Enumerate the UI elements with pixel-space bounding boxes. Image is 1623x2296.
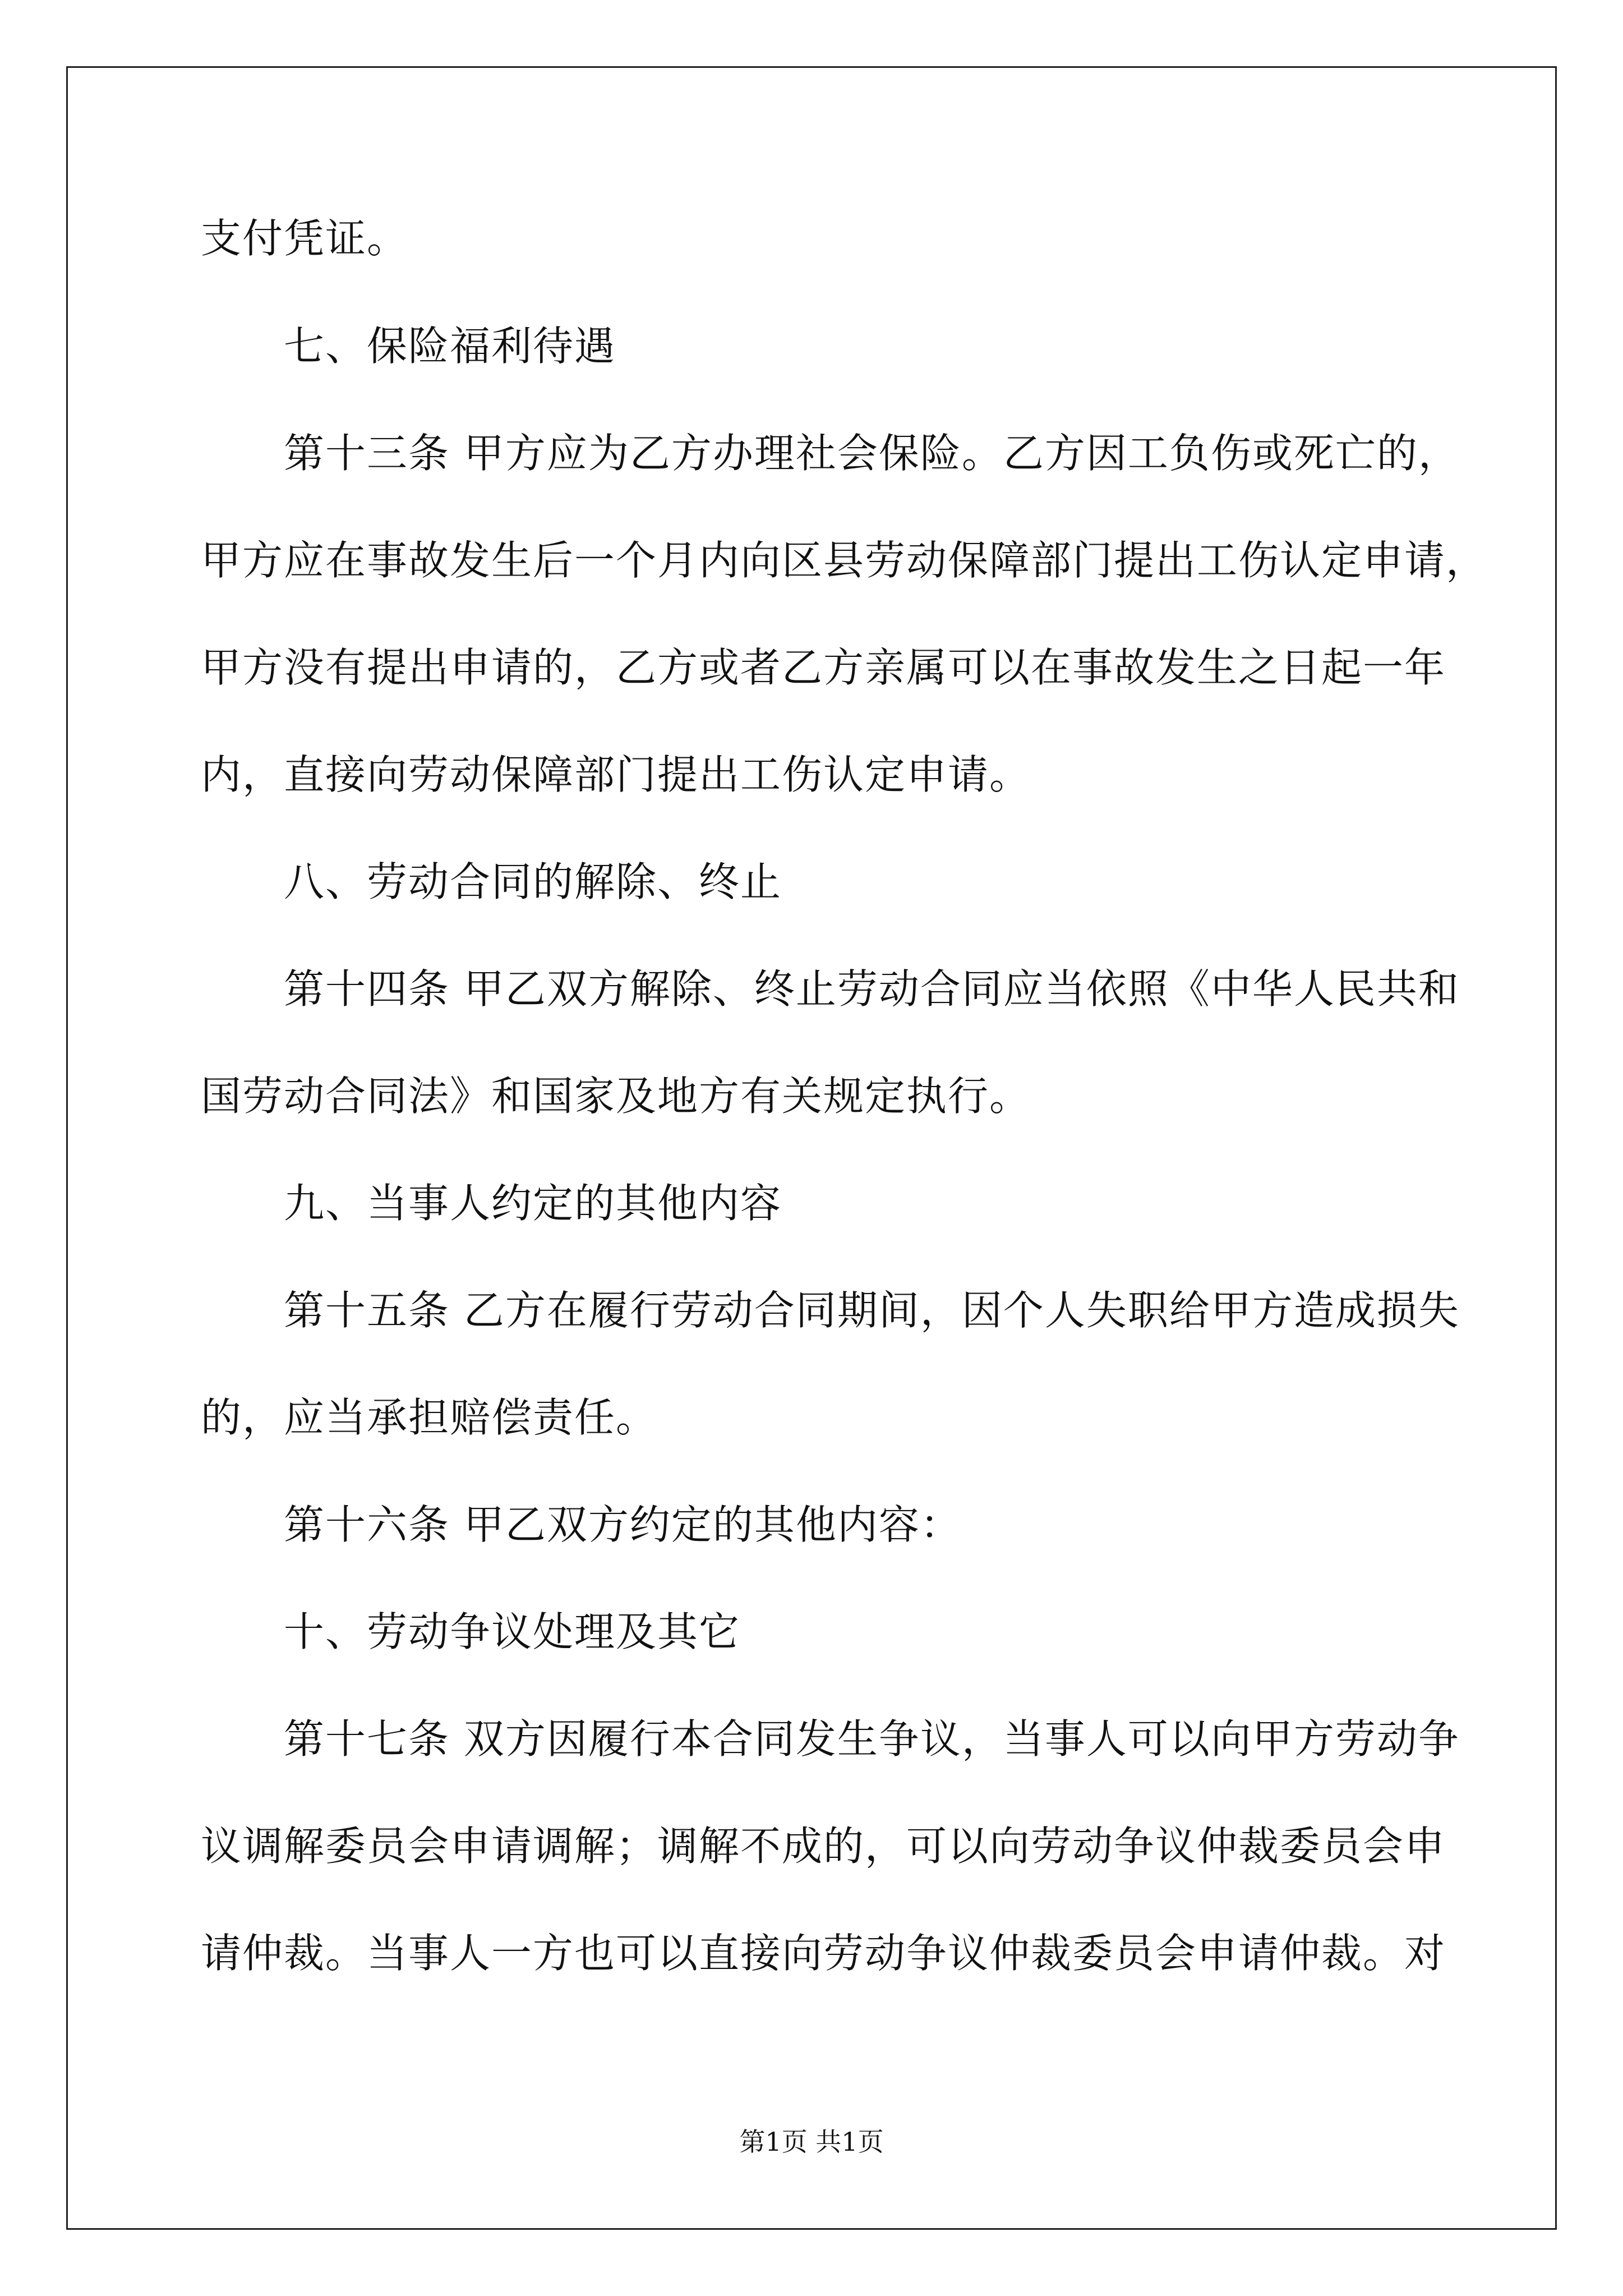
text-line: 内，直接向劳动保障部门提出工伤认定申请。	[201, 751, 1031, 798]
clause-text: 第十七条 双方因履行本合同发生争议，当事人可以向甲方劳动争	[284, 1715, 1460, 1763]
text-line: 支付凭证。	[201, 215, 409, 262]
page-border	[66, 66, 1557, 2230]
text-line: 甲方应在事故发生后一个月内向区县劳动保障部门提出工伤认定申请，	[201, 537, 1488, 584]
text-line: 请仲裁。当事人一方也可以直接向劳动争议仲裁委员会申请仲裁。对	[201, 1930, 1446, 1977]
section-heading: 九、当事人约定的其他内容	[284, 1180, 782, 1227]
text-line: 甲方没有提出申请的，乙方或者乙方亲属可以在事故发生之日起一年	[201, 644, 1446, 691]
text-line: 的，应当承担赔偿责任。	[201, 1394, 658, 1441]
clause-text: 第十六条 甲乙双方约定的其他内容：	[284, 1501, 962, 1548]
clause-text: 第十三条 甲方应为乙方办理社会保险。乙方因工负伤或死亡的，	[284, 430, 1460, 477]
clause-text: 第十四条 甲乙双方解除、终止劳动合同应当依照《中华人民共和	[284, 965, 1460, 1013]
section-heading: 七、保险福利待遇	[284, 323, 616, 370]
text-line: 国劳动合同法》和国家及地方有关规定执行。	[201, 1073, 1031, 1120]
section-heading: 十、劳动争议处理及其它	[284, 1608, 741, 1655]
page-number-footer: 第1页 共1页	[739, 2127, 884, 2157]
text-line: 议调解委员会申请调解；调解不成的，可以向劳动争议仲裁委员会申	[201, 1823, 1446, 1870]
clause-text: 第十五条 乙方在履行劳动合同期间，因个人失职给甲方造成损失	[284, 1287, 1460, 1334]
section-heading: 八、劳动合同的解除、终止	[284, 858, 782, 905]
